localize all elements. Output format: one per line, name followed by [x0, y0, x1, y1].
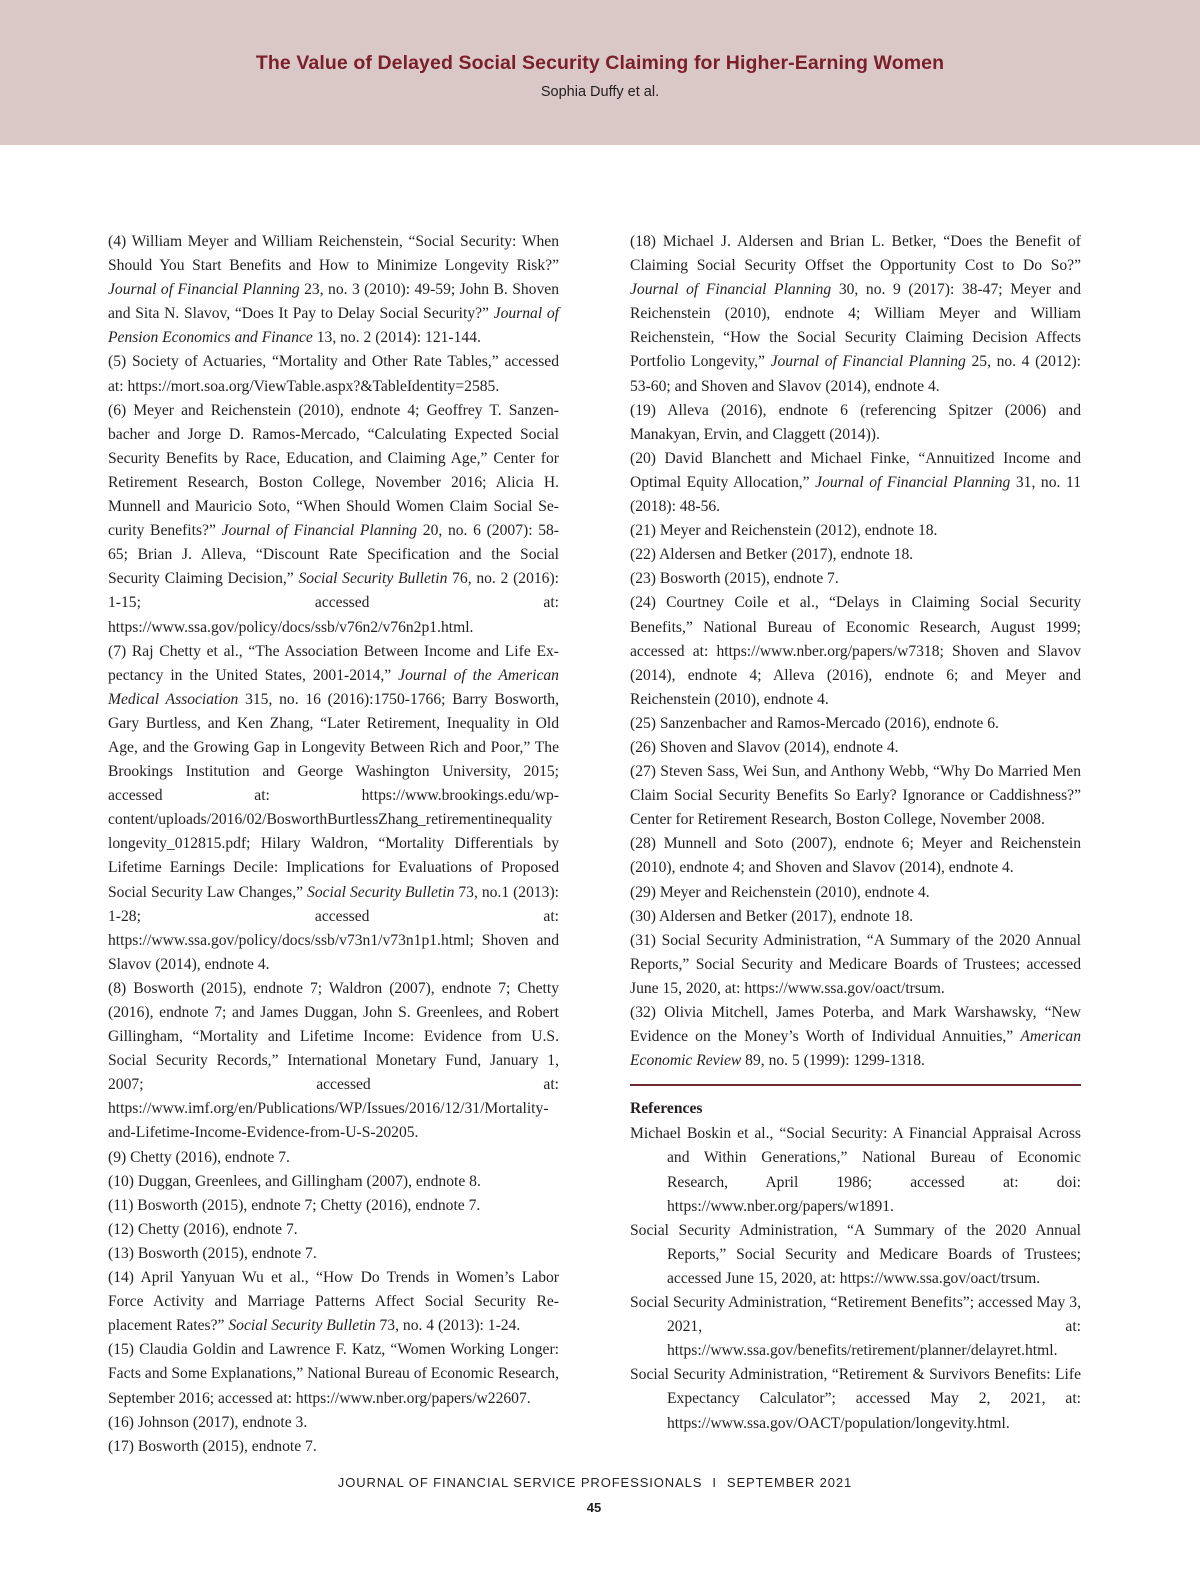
endnote-21: (21) Meyer and Reichenstein (2012), endnote 18. — [630, 522, 938, 540]
endnote-13: (13) Bosworth (2015), endnote 7. — [108, 1244, 317, 1262]
references-divider — [630, 1084, 1081, 1086]
endnote-28: (28) Munnell and Soto (2007), endnote 6; Meyer and Reichenstein (2010), endnote 4; and Shoven and Slavov (2014), endnote 4. — [630, 835, 1081, 877]
endnote-7: (7) Raj Chetty et al., “The Association Between Income and Life Expectancy in the United States, 2001-2014,” Journal of the American Medical Association 315, no. 16 (2016):1750-1766; Barry Bosworth, Gary Burtless, and Ken Zhang, “Later Retirement, Inequality in Old Age, and the Growing Gap in Longevity Between Rich and Poor,” The Brookings Institution and George Washington University, 2015; accessed at: https://www.brookings.edu/wp-content/uploads/2016/02/BosworthBurtlessZhang_retirementinequality longevity_012815.pdf; Hilary Waldron, “Mortality Differentials by Lifetime Earnings Decile: Implications for Evaluations of Proposed Social Security Law Changes,” Social Security Bulletin 73, no.1 (2013): 1-28; accessed at: https://www.ssa.gov/policy/docs/ssb/v73n1/v73n1p1.html; Shoven and Slavov (2014), endnote 4. — [108, 642, 559, 973]
endnote-19: (19) Alleva (2016), endnote 6 (referencing Spitzer (2006) and Manakyan, Ervin, and Claggett (2014)). — [630, 401, 1081, 443]
endnote-17: (17) Bosworth (2015), endnote 7. — [108, 1437, 317, 1455]
footer-separator: I — [712, 1475, 717, 1490]
endnote-9: (9) Chetty (2016), endnote 7. — [108, 1148, 290, 1166]
endnote-5: (5) Society of Actuaries, “Mortality and Other Rate Tables,” accessed at: https://mort.soa.org/ViewTable.aspx?&TableIdentity=2585. — [108, 353, 559, 395]
reference-item: Michael Boskin et al., “Social Security: A Financial Appraisal Across and Within Generations,” National Bureau of Economic Research, April 1986; accessed at: doi: https://www.nber.org/papers/w1891. — [630, 1125, 1081, 1215]
endnote-31: (31) Social Security Administration, “A Summary of the 2020 Annual Reports,” Social Security and Medicare Boards of Trustees; accessed June 15, 2020, at: https://www.ssa.gov/oact/trsum. — [630, 931, 1081, 997]
footer-journal-line — [0, 1475, 1190, 1490]
endnote-18: (18) Michael J. Aldersen and Brian L. Betker, “Does the Benefit of Claiming Social Security Offset the Opportunity Cost to Do So?” Journal of Financial Planning 30, no. 9 (2017): 38-47; Meyer and Reichenstein (2010), endnote 4; William Meyer and William Reichenstein, “How the Social Security Claiming Decision Affects Portfolio Longevity,” Journal of Financial Planning 25, no. 4 (2012): 53-60; and Shoven and Slavov (2014), endnote 4. — [630, 233, 1082, 395]
article-authors: Sophia Duffy et al. — [540, 84, 660, 100]
endnote-32: (32) Olivia Mitchell, James Poterba, and Mark Warshawsky, “New Evidence on the Money’s Worth of Individual Annuities,” American Economic Review 89, no. 5 (1999): 1299-1318. — [630, 1004, 1081, 1070]
reference-item: Social Security Administration, “Retirement Benefits”; accessed May 3, 2021, at: https://www.ssa.gov/benefits/retirement/planner/delayret.html. — [630, 1294, 1081, 1360]
endnote-14: (14) April Yanyuan Wu et al., “How Do Trends in Women’s Labor Force Activity and Marriage Patterns Affect Social Security Replacement Rates?” Social Security Bulletin 73, no. 4 (2013): 1-24. — [108, 1269, 559, 1335]
journal-name: JOURNAL OF FINANCIAL SERVICE PROFESSIONALS — [337, 1475, 703, 1490]
endnotes-column-right — [630, 230, 1081, 1436]
article-title: The Value of Delayed Social Security Claiming for Higher-Earning Women — [255, 52, 945, 74]
endnote-23: (23) Bosworth (2015), endnote 7. — [630, 570, 839, 588]
endnote-12: (12) Chetty (2016), endnote 7. — [108, 1220, 298, 1238]
endnote-15: (15) Claudia Goldin and Lawrence F. Katz, “Women Working Longer: Facts and Some Explanations,” National Bureau of Economic Research, September 2016; accessed at: https://www.nber.org/papers/w22607. — [108, 1341, 559, 1407]
references-heading: References — [630, 1100, 703, 1118]
endnote-25: (25) Sanzenbacher and Ramos-Mercado (2016), endnote 6. — [630, 714, 999, 732]
endnote-20: (20) David Blanchett and Michael Finke, “Annuitized Income and Optimal Equity Allocation,” Journal of Financial Planning 31, no. 11 (2018): 48-56. — [630, 449, 1082, 516]
endnote-6: (6) Meyer and Reichenstein (2010), endnote 4; Geoffrey T. Sanzenbacher and Jorge D. Ramos-Mercado, “Calculating Expected Social Security Benefits by Race, Education, and Claiming Age,” Center for Retirement Research, Boston College, November 2016; Alicia H. Munnell and Mauricio Soto, “When Should Women Claim Social Security Benefits?” Journal of Financial Planning 20, no. 6 (2007): 58-65; Brian J. Alleva, “Discount Rate Specification and the Social Security Claiming Decision,” Social Security Bulletin 76, no. 2 (2016): 1-15; accessed at: https://www.ssa.gov/policy/docs/ssb/v76n2/v76n2p1.html. — [108, 401, 559, 636]
reference-item: Social Security Administration, “Retirement & Survivors Benefits: Life Expectancy Calculator”; accessed May 2, 2021, at: https://www.ssa.gov/OACT/population/longevity.html. — [630, 1366, 1081, 1432]
endnote-22: (22) Aldersen and Betker (2017), endnote 18. — [630, 546, 914, 564]
endnote-8: (8) Bosworth (2015), endnote 7; Waldron (2007), endnote 7; Chetty (2016), endnote 7; and James Duggan, John S. Greenlees, and Robert Gillingham, “Mortality and Lifetime Income: Evidence from U.S. Social Security Records,” International Monetary Fund, January 1, 2007; accessed at: https://www.imf.org/en/Publications/WP/Issues/2016/12/31/Mortality-and-Lifetime-Income-Evidence-from-U-S-20205. — [108, 979, 559, 1142]
endnotes-column-left — [108, 230, 559, 1459]
issue-date: SEPTEMBER 2021 — [726, 1475, 853, 1490]
endnote-27: (27) Steven Sass, Wei Sun, and Anthony Webb, “Why Do Married Men Claim Social Security Benefits So Early? Ignorance or Caddishness?” Center for Retirement Research, Boston College, November 2008. — [630, 763, 1081, 829]
endnote-16: (16) Johnson (2017), endnote 3. — [108, 1413, 308, 1431]
page-number: 45 — [586, 1500, 602, 1515]
endnote-29: (29) Meyer and Reichenstein (2010), endnote 4. — [630, 883, 930, 901]
endnote-10: (10) Duggan, Greenlees, and Gillingham (2007), endnote 8. — [108, 1172, 481, 1190]
endnote-4: (4) William Meyer and William Reichenstein, “Social Security: When Should You Start Benefits and How to Minimize Longevity Risk?” Journal of Financial Planning 23, no. 3 (2010): 49-59; John B. Shoven and Sita N. Slavov, “Does It Pay to Delay Social Security?” Journal of Pension Economics and Finance 13, no. 2 (2014): 121-144. — [108, 233, 559, 347]
endnote-30: (30) Aldersen and Betker (2017), endnote 18. — [630, 907, 914, 925]
endnote-24: (24) Courtney Coile et al., “Delays in Claiming Social Security Benefits,” National Bureau of Economic Research, August 1999; accessed at: https://www.nber.org/papers/w7318; Shoven and Slavov (2014), endnote 4; Alleva (2016), endnote 6; and Meyer and Reichenstein (2010), endnote 4. — [630, 594, 1081, 708]
reference-item: Social Security Administration, “A Summary of the 2020 Annual Reports,” Social Security and Medicare Boards of Trustees; accessed June 15, 2020, at: https://www.ssa.gov/oact/trsum. — [630, 1221, 1081, 1287]
running-header — [0, 0, 1200, 145]
endnote-26: (26) Shoven and Slavov (2014), endnote 4. — [630, 738, 899, 756]
endnote-11: (11) Bosworth (2015), endnote 7; Chetty (2016), endnote 7. — [108, 1196, 481, 1214]
